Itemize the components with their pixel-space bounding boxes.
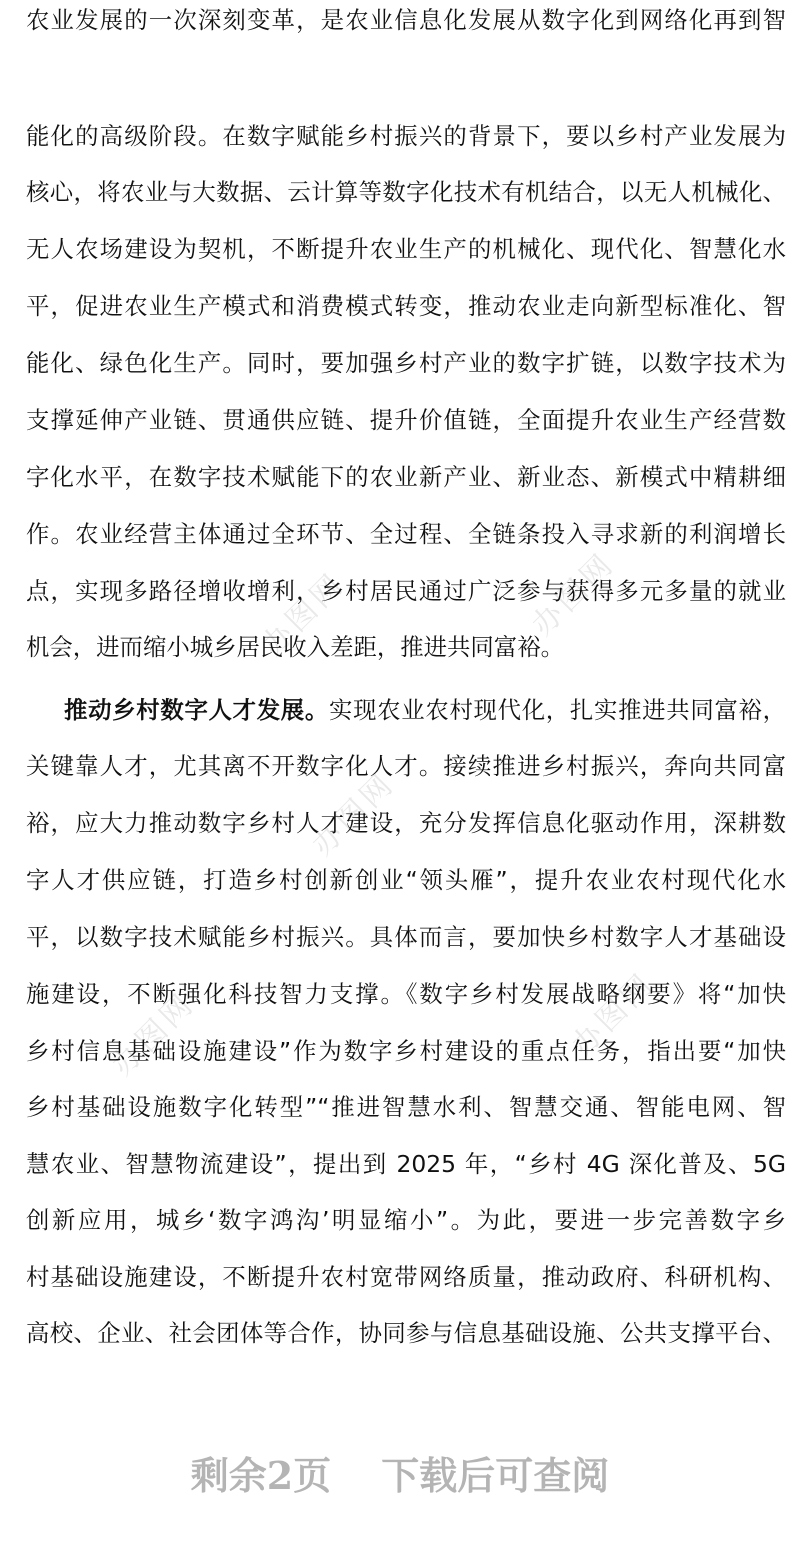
paragraph-line: 无人农场建设为契机，不断提升农业生产的机械化、现代化、智慧化水 [26, 235, 786, 263]
paragraph-line: 慧农业、智慧物流建设”，提出到 2025 年，“乡村 4G 深化普及、5G [26, 1150, 786, 1178]
paragraph-line: 乡村信息基础设施建设”作为数字乡村建设的重点任务，指出要“加快 [26, 1037, 786, 1065]
watermark-text: 办图网 [305, 766, 402, 863]
watermark-text: 办图网 [105, 986, 202, 1083]
watermark-text: 办图网 [525, 546, 622, 643]
paragraph-line: 平，以数字技术赋能乡村振兴。具体而言，要加快乡村数字人才基础设 [26, 923, 786, 951]
paragraph-line: 施建设，不断强化科技智力支撑。《数字乡村发展战略纲要》将“加快 [26, 980, 786, 1008]
paragraph-line: 核心，将农业与大数据、云计算等数字化技术有机结合，以无人机械化、 [26, 178, 786, 206]
download-to-view-label: 下载后可查阅 [381, 1453, 610, 1498]
section-first-line [64, 690, 786, 730]
paragraph-line: 支撑延伸产业链、贯通供应链、提升价值链，全面提升农业生产经营数 [26, 406, 786, 434]
download-banner[interactable] [0, 1446, 800, 1506]
paragraph-line: 关键靠人才，尤其离不开数字化人才。接续推进乡村振兴，奔向共同富 [26, 752, 786, 780]
paragraph-line: 平，促进农业生产模式和消费模式转变，推动农业走向新型标准化、智 [26, 292, 786, 320]
paragraph-line: 高校、企业、社会团体等合作，协同参与信息基础设施、公共支撑平台、 [26, 1319, 786, 1347]
paragraph-line: 能化、绿色化生产。同时，要加强乡村产业的数字扩链，以数字技术为 [26, 349, 786, 377]
watermark-text: 办图网 [565, 966, 662, 1063]
paragraph-line: 能化的高级阶段。在数字赋能乡村振兴的背景下，要以乡村产业发展为 [26, 122, 786, 150]
paragraph-line: 裕，应大力推动数字乡村人才建设，充分发挥信息化驱动作用，深耕数 [26, 809, 786, 837]
watermark-text: 办图网 [255, 566, 352, 663]
remaining-pages-label: 剩余2页 [190, 1453, 332, 1498]
paragraph-line: 村基础设施建设，不断提升农村宽带网络质量，推动政府、科研机构、 [26, 1263, 786, 1291]
paragraph-line: 字人才供应链，打造乡村创新创业“领头雁”，提升农业农村现代化水 [26, 866, 786, 894]
paragraph-line: 乡村基础设施数字化转型”“推进智慧水利、智慧交通、智能电网、智 [26, 1093, 786, 1121]
paragraph-line: 农业发展的一次深刻变革，是农业信息化发展从数字化到网络化再到智 [26, 6, 786, 34]
paragraph-line: 作。农业经营主体通过全环节、全过程、全链条投入寻求新的利润增长 [26, 520, 786, 548]
paragraph-line: 机会，进而缩小城乡居民收入差距，推进共同富裕。 [26, 633, 564, 661]
section-first-text: 实现农业农村现代化，扎实推进共同富裕， [329, 696, 787, 724]
paragraph-line: 创新应用，城乡‘数字鸿沟’明显缩小”。为此，要进一步完善数字乡 [26, 1206, 786, 1234]
paragraph-line: 点，实现多路径增收增利，乡村居民通过广泛参与获得多元多量的就业 [26, 577, 786, 605]
paragraph-line: 字化水平，在数字技术赋能下的农业新产业、新业态、新模式中精耕细 [26, 463, 786, 491]
section-heading: 推动乡村数字人才发展。 [64, 696, 329, 724]
